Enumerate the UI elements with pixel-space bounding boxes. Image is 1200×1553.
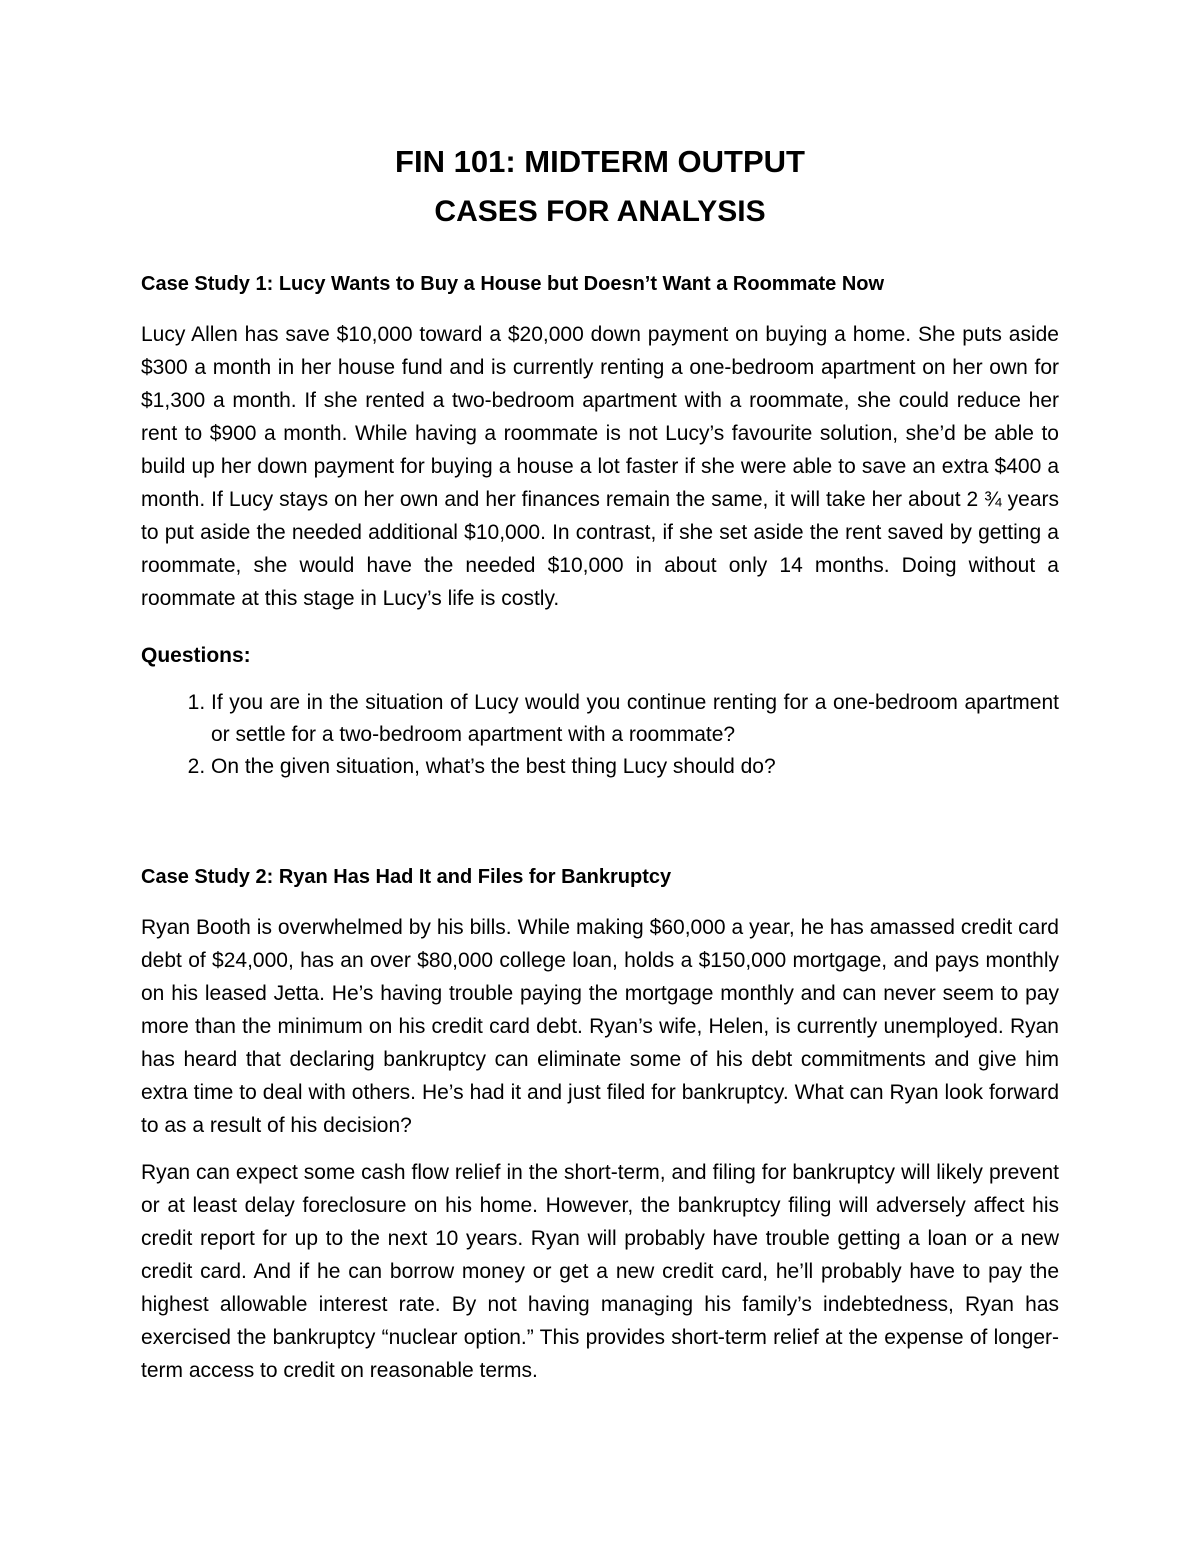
questions-list xyxy=(141,687,1059,783)
document-subtitle: CASES FOR ANALYSIS xyxy=(434,195,766,228)
case-study-2 xyxy=(141,863,1059,1387)
case-study-1-heading: Case Study 1: Lucy Wants to Buy a House but Doesn’t Want a Roommate Now xyxy=(141,273,885,295)
case-study-1-paragraph: Lucy Allen has save $10,000 toward a $20,000 down payment on buying a home. She puts aside $300 a month in her house fund and is currently renting a one-bedroom apartment on her own for $1,300 a month. If she rented a two-bedroom apartment with a roommate, she could reduce her rent to $900 a month. While having a roommate is not Lucy’s favourite solution, she’d be able to build up her down payment for buying a house a lot faster if she were able to save an extra $400 a month. If Lucy stays on her own and her finances remain the same, it will take her about 2 ¾ years to put aside the needed additional $10,000. In contrast, if she set aside the rent saved by getting a roommate, she would have the needed $10,000 in about only 14 months. Doing without a roommate at this stage in Lucy’s life is costly. xyxy=(141,323,1059,610)
questions-heading: Questions: xyxy=(141,644,251,667)
question-item: 1. If you are in the situation of Lucy would you continue renting for a one-bedroom apartment or settle for a two-bedroom apartment with a roommate? xyxy=(211,687,1059,751)
document-content xyxy=(141,140,1059,1387)
case-study-1 xyxy=(141,270,1059,783)
case-study-2-paragraph-1: Ryan Booth is overwhelmed by his bills. While making $60,000 a year, he has amassed credit card debt of $24,000, has an over $80,000 college loan, holds a $150,000 mortgage, and pays monthly on his leased Jetta. He’s having trouble paying the mortgage monthly and can never seem to pay more than the minimum on his credit card debt. Ryan’s wife, Helen, is currently unemployed. Ryan has heard that declaring bankruptcy can eliminate some of his debt commitments and give him extra time to deal with others. He’s had it and just filed for bankruptcy. What can Ryan look forward to as a result of his decision? xyxy=(141,916,1059,1137)
question-item: 2. On the given situation, what’s the best thing Lucy should do? xyxy=(211,751,1059,783)
document-title: FIN 101: MIDTERM OUTPUT xyxy=(395,144,805,179)
case-study-2-heading: Case Study 2: Ryan Has Had It and Files for Bankruptcy xyxy=(141,866,672,888)
case-study-2-paragraph-2: Ryan can expect some cash flow relief in the short-term, and filing for bankruptcy will likely prevent or at least delay foreclosure on his home. However, the bankruptcy filing will adversely affect his credit report for up to the next 10 years. Ryan will probably have trouble getting a loan or a new credit card. And if he can borrow money or get a new credit card, he’ll probably have to pay the highest allowable interest rate. By not having managing his family’s indebtedness, Ryan has exercised the bankruptcy “nuclear option.” This provides short-term relief at the expense of longer-term access to credit on reasonable terms. xyxy=(141,1161,1059,1382)
